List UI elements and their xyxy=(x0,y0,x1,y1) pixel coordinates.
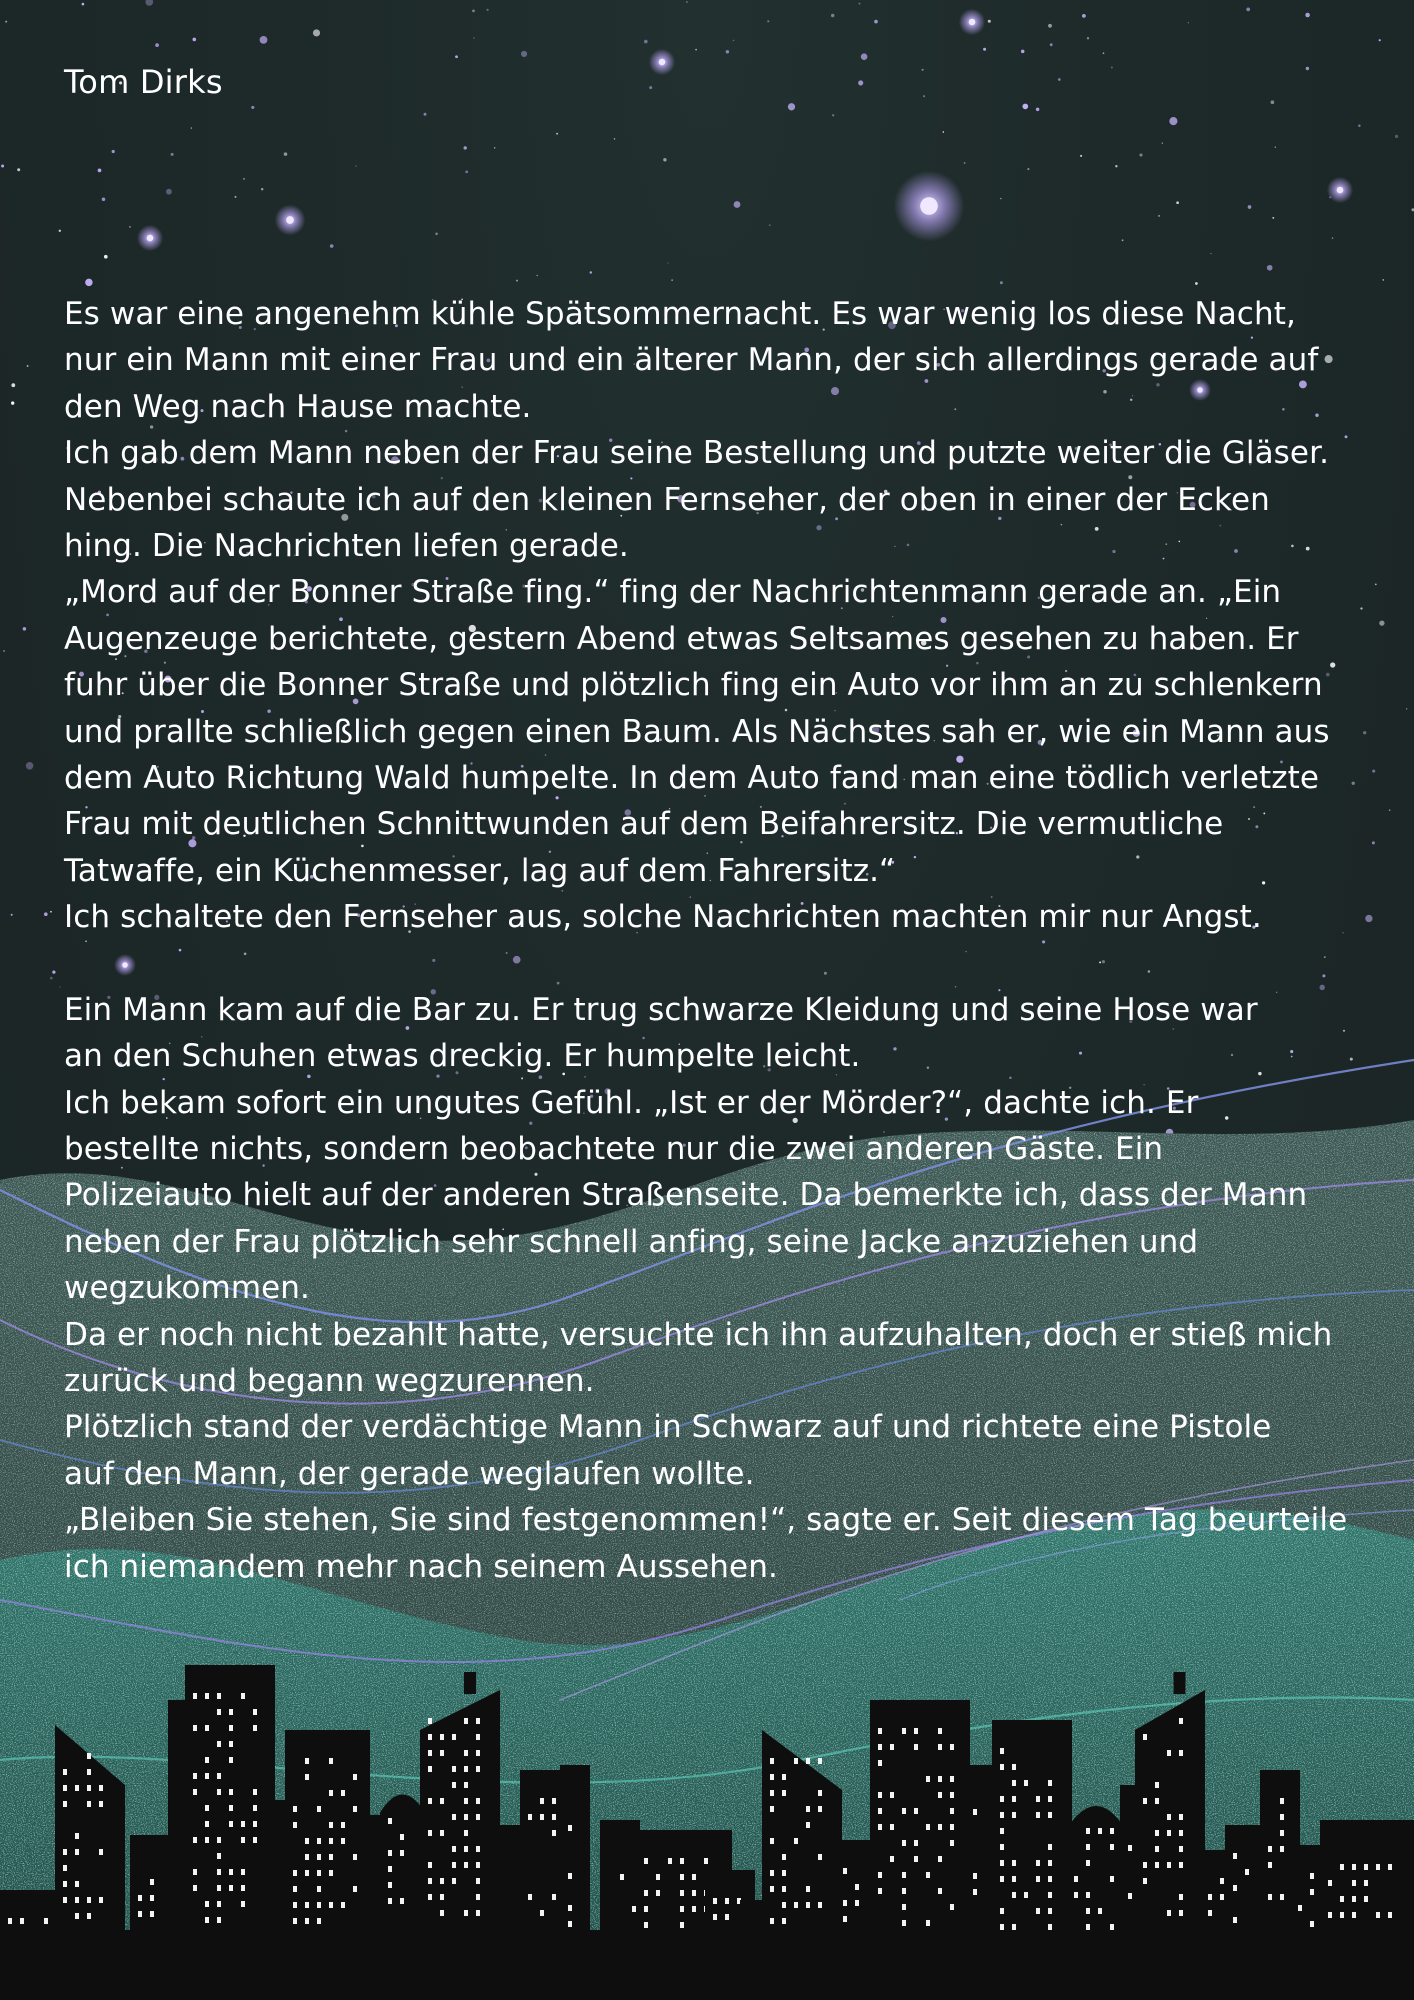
story-line: fuhr über die Bonner Straße und plötzlich fing ein Auto vor ihm an zu schlenkern xyxy=(64,667,1323,704)
story-text xyxy=(64,291,1364,1590)
story-line: bestellte nichts, sondern beobachtete nur die zwei anderen Gäste. Ein xyxy=(64,1131,1164,1168)
story-line: Plötzlich stand der verdächtige Mann in Schwarz auf und richtete eine Pistole xyxy=(64,1409,1272,1446)
story-line: hing. Die Nachrichten liefen gerade. xyxy=(64,527,629,564)
story-line: Ich bekam sofort ein ungutes Gefühl. „Ist er der Mörder?“, dachte ich. Er xyxy=(64,1084,1199,1121)
story-line: neben der Frau plötzlich sehr schnell anfing, seine Jacke anzuziehen und xyxy=(64,1223,1199,1260)
author-name: Tom Dirks xyxy=(64,63,223,101)
story-blank-line xyxy=(64,940,1364,986)
story-line: Polizeiauto hielt auf der anderen Straßenseite. Da bemerkte ich, dass der Mann xyxy=(64,1177,1308,1214)
story-line: „Bleiben Sie stehen, Sie sind festgenommen!“, sagte er. Seit diesem Tag beurteile xyxy=(64,1502,1348,1539)
story-line: an den Schuhen etwas dreckig. Er humpelte leicht. xyxy=(64,1038,861,1075)
story-line: wegzukommen. xyxy=(64,1270,311,1307)
story-line: Tatwaffe, ein Küchenmesser, lag auf dem Fahrersitz.“ xyxy=(64,852,896,889)
story-line: Ich gab dem Mann neben der Frau seine Bestellung und putzte weiter die Gläser. xyxy=(64,435,1330,472)
story-line: Es war eine angenehm kühle Spätsommernacht. Es war wenig los diese Nacht, xyxy=(64,296,1296,332)
story-line: Frau mit deutlichen Schnittwunden auf dem Beifahrersitz. Die vermutliche xyxy=(64,806,1224,843)
story-line: nur ein Mann mit einer Frau und ein älterer Mann, der sich allerdings gerade auf xyxy=(64,342,1319,379)
story-line: und prallte schließlich gegen einen Baum. Als Nächstes sah er, wie ein Mann aus xyxy=(64,713,1330,750)
story-line: auf den Mann, der gerade weglaufen wollte. xyxy=(64,1455,755,1492)
story-line: Ich schaltete den Fernseher aus, solche Nachrichten machten mir nur Angst. xyxy=(64,899,1262,936)
story-line: Ein Mann kam auf die Bar zu. Er trug schwarze Kleidung und seine Hose war xyxy=(64,991,1258,1028)
story-line: ich niemandem mehr nach seinem Aussehen. xyxy=(64,1548,778,1585)
story-line: Da er noch nicht bezahlt hatte, versuchte ich ihn aufzuhalten, doch er stieß mich xyxy=(64,1316,1333,1353)
story-line: Augenzeuge berichtete, gestern Abend etwas Seltsames gesehen zu haben. Er xyxy=(64,620,1299,657)
story-line: Nebenbei schaute ich auf den kleinen Fernseher, der oben in einer der Ecken xyxy=(64,481,1270,518)
story-line: „Mord auf der Bonner Straße fing.“ fing der Nachrichtenmann gerade an. „Ein xyxy=(64,574,1282,611)
story-line: dem Auto Richtung Wald humpelte. In dem Auto fand man eine tödlich verletzte xyxy=(64,759,1320,796)
story-line: zurück und begann wegzurennen. xyxy=(64,1362,595,1399)
story-line: den Weg nach Hause machte. xyxy=(64,388,532,425)
